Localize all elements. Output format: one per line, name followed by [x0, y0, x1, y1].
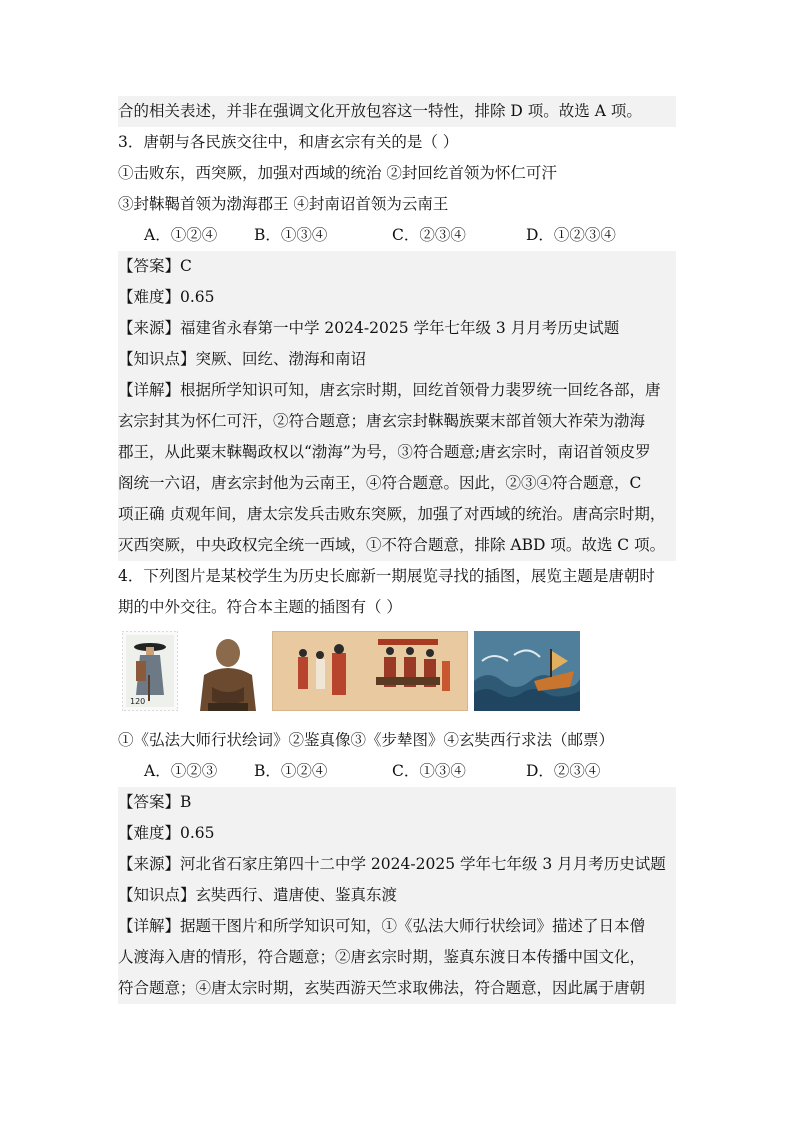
q4-stem-1: 4．下列图片是某校学生为历史长廊新一期展览寻找的插图，展览主题是唐朝时	[118, 567, 655, 585]
q3-options	[118, 220, 676, 251]
jianzhen-statue-image	[190, 631, 266, 711]
q3-detail-6: 灭西突厥，中央政权完全统一西域，①不符合题意，排除 ABD 项。故选 C 项。	[118, 530, 676, 561]
q4-stem-2: 期的中外交往。符合本主题的插图有（ ）	[118, 598, 402, 616]
bunian-tu-image	[272, 631, 468, 711]
q3-option-c: C．②③④	[392, 226, 466, 244]
q3-detail-4: 阁统一六诏，唐玄宗封他为云南王，④符合题意。因此，②③④符合题意，C	[118, 468, 676, 499]
q4-image-caption: ①《弘法大师行状绘词》②鉴真像③《步辇图》④玄奘西行求法（邮票）	[118, 731, 615, 749]
q3-difficulty: 【难度】0.65	[118, 282, 676, 313]
q3-statement-1: ①击败东，西突厥，加强对西域的统治 ②封回纥首领为怀仁可汗	[118, 164, 557, 182]
q3-option-a: A．①②④	[144, 226, 218, 244]
q4-option-c: C．①③④	[392, 762, 466, 780]
q4-source: 【来源】河北省石家庄第四十二中学 2024-2025 学年七年级 3 月月考历史试题	[118, 849, 676, 880]
q3-knowledge: 【知识点】突厥、回纥、渤海和南诏	[118, 344, 676, 375]
document-content	[118, 96, 676, 1004]
q3-answer: 【答案】C	[118, 251, 676, 282]
q4-image-row	[118, 631, 676, 723]
q3-detail-1: 【详解】根据所学知识可知，唐玄宗时期，回纥首领骨力裴罗统一回纥各部，唐	[118, 375, 676, 406]
q3-option-b: B．①③④	[254, 226, 328, 244]
q3-detail-3: 郡王，从此粟末靺鞨政权以“渤海”为号，③符合题意;唐玄宗时，南诏首领皮罗	[118, 437, 676, 468]
q4-option-b: B．①②④	[254, 762, 328, 780]
q4-detail-1: 【详解】据题干图片和所学知识可知，①《弘法大师行状绘词》描述了日本僧	[118, 911, 676, 942]
q4-option-a: A．①②③	[144, 762, 218, 780]
q3-stem: 3．唐朝与各民族交往中，和唐玄宗有关的是（ ）	[118, 133, 459, 151]
ship-waves-image	[474, 631, 580, 711]
q4-detail-2: 人渡海入唐的情形，符合题意；②唐玄宗时期，鉴真东渡日本传播中国文化，	[118, 942, 676, 973]
q4-options	[118, 756, 676, 787]
stamp-value: 120	[130, 697, 146, 706]
q4-detail-3: 符合题意；④唐太宗时期，玄奘西游天竺求取佛法，符合题意，因此属于唐朝	[118, 973, 676, 1004]
xuanzang-stamp-image	[122, 631, 178, 711]
q4-answer: 【答案】B	[118, 787, 676, 818]
q3-source: 【来源】福建省永春第一中学 2024-2025 学年七年级 3 月月考历史试题	[118, 313, 676, 344]
q4-knowledge: 【知识点】玄奘西行、遣唐使、鉴真东渡	[118, 880, 676, 911]
q4-difficulty: 【难度】0.65	[118, 818, 676, 849]
q3-detail-2: 玄宗封其为怀仁可汗，②符合题意；唐玄宗封靺鞨族粟末部首领大祚荣为渤海	[118, 406, 676, 437]
q3-statement-2: ③封靺鞨首领为渤海郡王 ④封南诏首领为云南王	[118, 195, 449, 213]
q3-detail-5: 项正确 贞观年间，唐太宗发兵击败东突厥，加强了对西域的统治。唐高宗时期，	[118, 499, 676, 530]
prev-answer-tail: 合的相关表述，并非在强调文化开放包容这一特性，排除 D 项。故选 A 项。	[118, 96, 676, 127]
q3-option-d: D．①②③④	[526, 226, 616, 244]
q4-option-d: D．②③④	[526, 762, 601, 780]
